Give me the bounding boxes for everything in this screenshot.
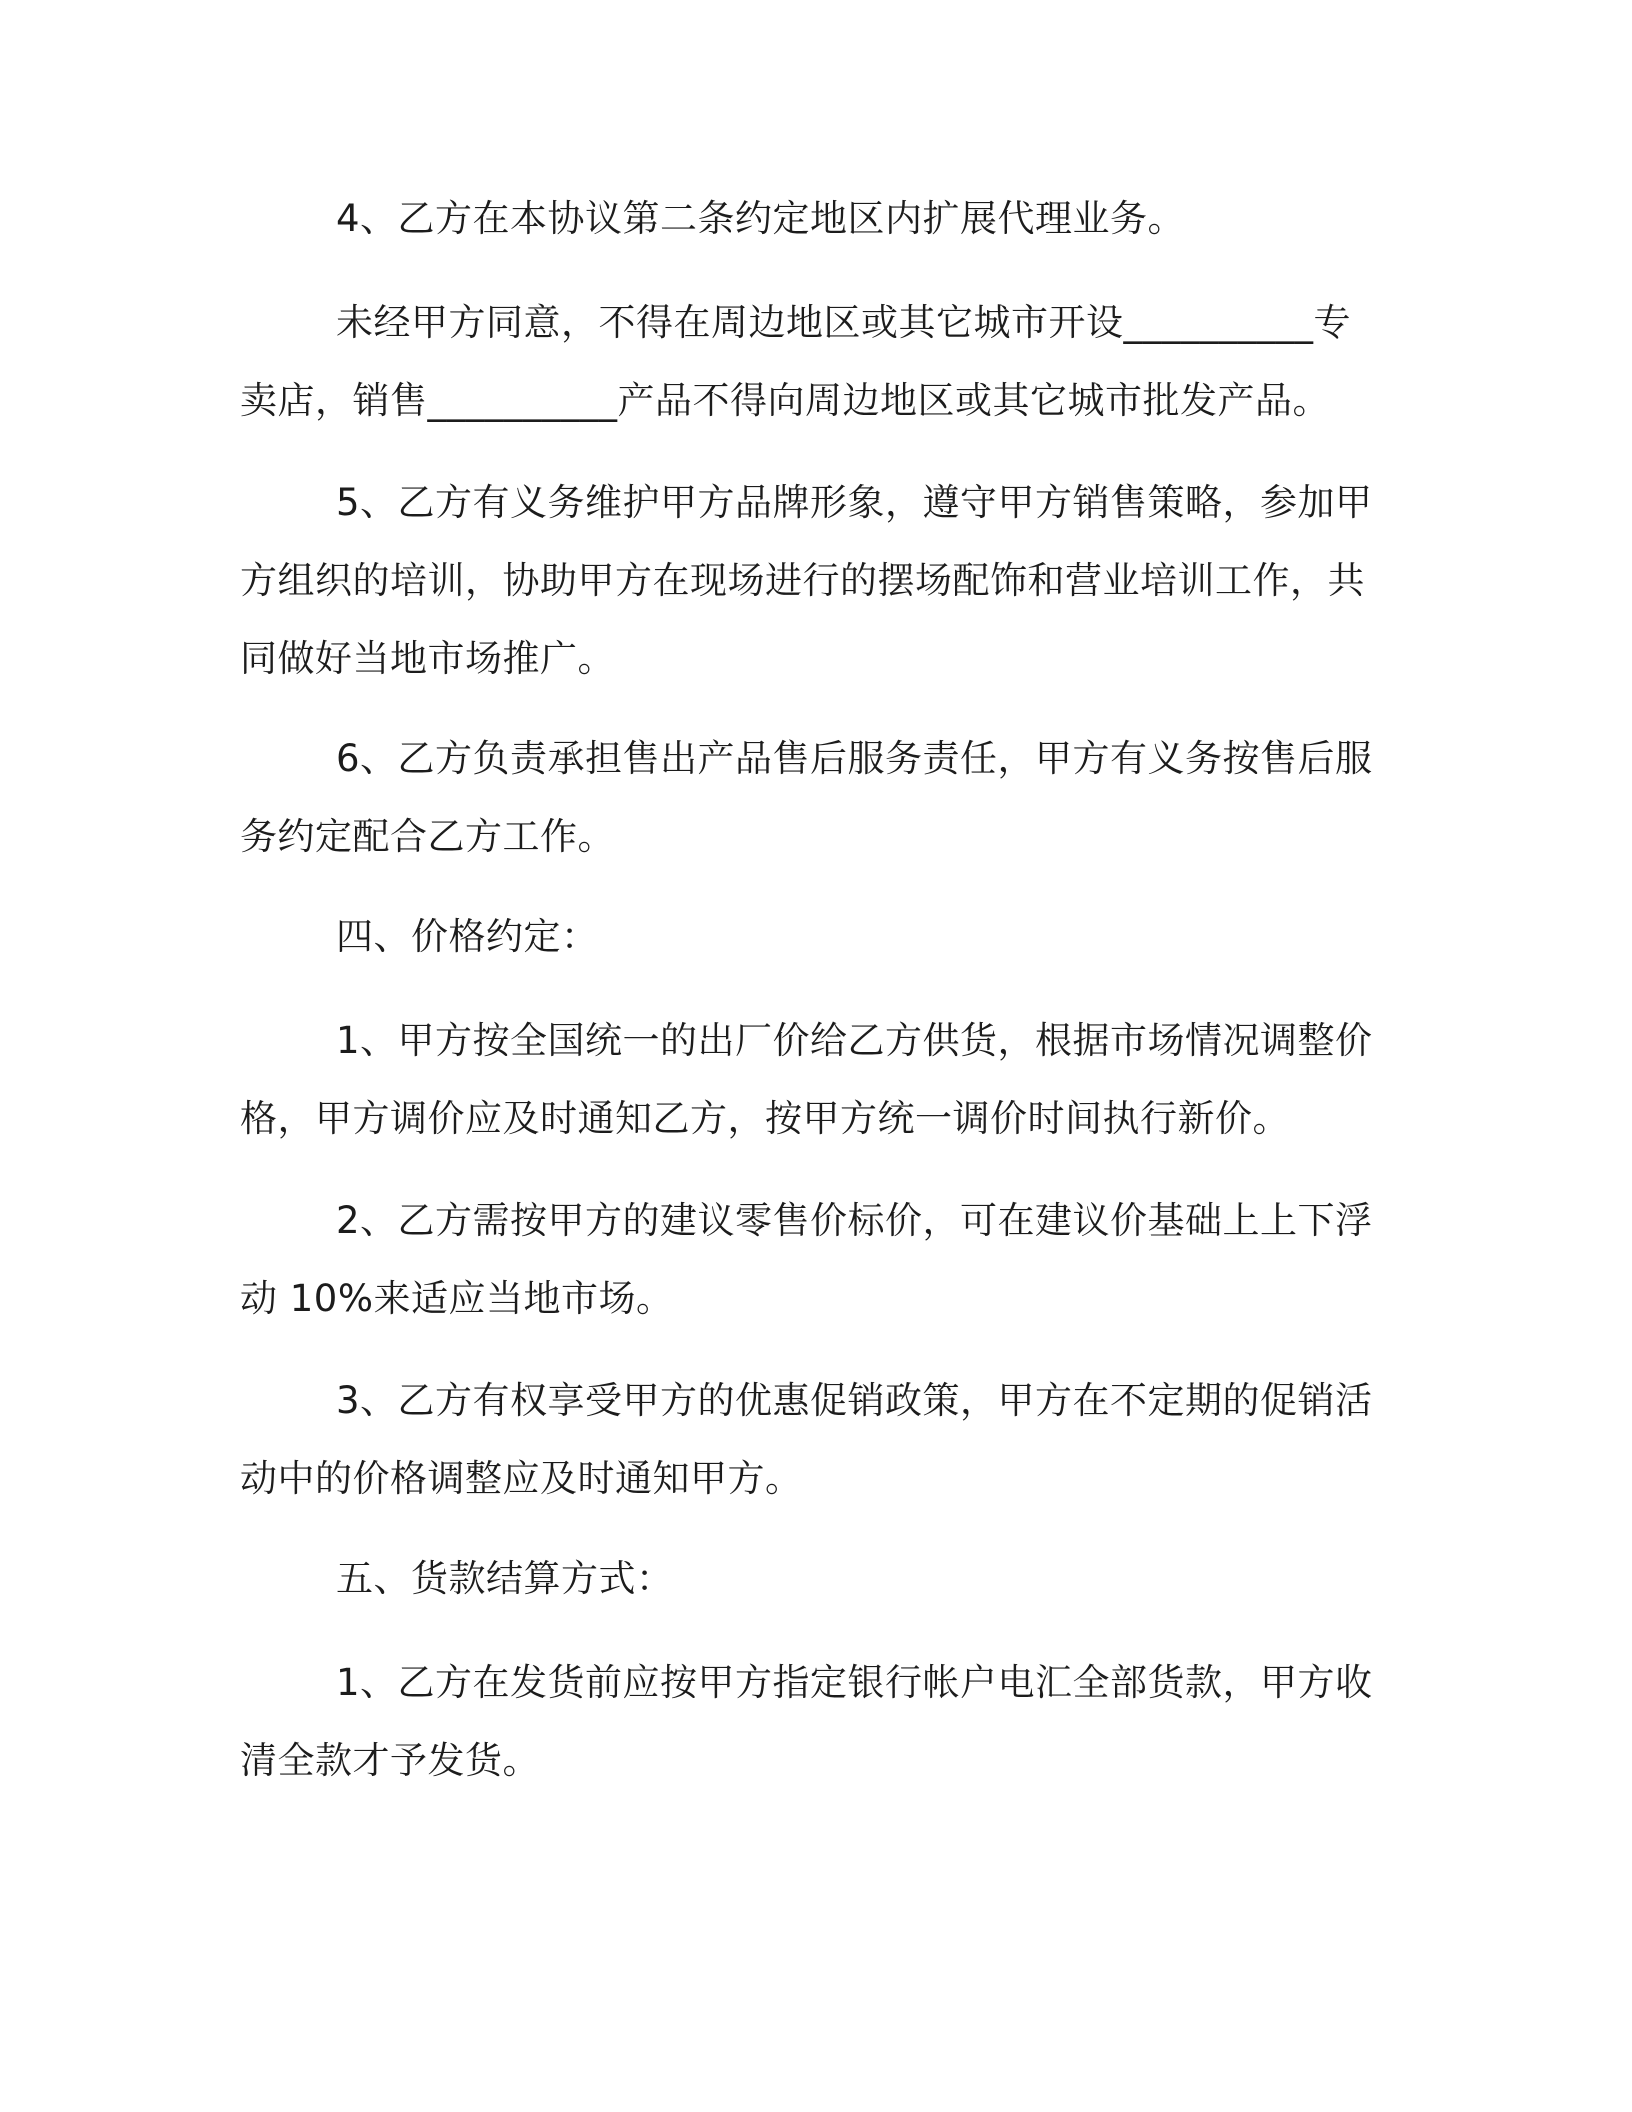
text-line: 务约定配合乙方工作。 xyxy=(240,815,615,858)
paragraph-pricing-2 xyxy=(240,1182,1373,1338)
paragraph-payment-1 xyxy=(240,1644,1373,1800)
text-line: 同做好当地市场推广。 xyxy=(240,637,615,680)
text-line: 3、乙方有权享受甲方的优惠促销政策，甲方在不定期的促销活 xyxy=(336,1379,1373,1422)
paragraph-4-expand-agency xyxy=(240,180,1358,258)
text-line: 1、甲方按全国统一的出厂价给乙方供货，根据市场情况调整价 xyxy=(336,1019,1373,1062)
text-line: 动中的价格调整应及时通知甲方。 xyxy=(240,1457,803,1500)
text-line: 未经甲方同意，不得在周边地区或其它城市开设__________专 xyxy=(336,301,1351,344)
paragraph-5-brand-image xyxy=(240,464,1373,698)
text-line: 格，甲方调价应及时通知乙方，按甲方统一调价时间执行新价。 xyxy=(240,1097,1290,1140)
paragraph-6-after-sales xyxy=(240,720,1373,876)
text-line: 5、乙方有义务维护甲方品牌形象，遵守甲方销售策略，参加甲 xyxy=(336,481,1373,524)
text-line: 4、乙方在本协议第二条约定地区内扩展代理业务。 xyxy=(336,197,1186,240)
section-heading-payment xyxy=(240,1540,1358,1618)
text-line: 清全款才予发货。 xyxy=(240,1739,540,1782)
paragraph-pricing-1 xyxy=(240,1002,1373,1158)
section-heading-pricing xyxy=(240,898,1358,976)
text-line: 卖店，销售__________产品不得向周边地区或其它城市批发产品。 xyxy=(240,379,1330,422)
text-line: 五、货款结算方式： xyxy=(336,1557,674,1600)
text-line: 动 10%来适应当地市场。 xyxy=(240,1277,674,1320)
text-line: 四、价格约定： xyxy=(336,915,599,958)
text-line: 1、乙方在发货前应按甲方指定银行帐户电汇全部货款，甲方收 xyxy=(336,1661,1373,1704)
paragraph-pricing-3 xyxy=(240,1362,1373,1518)
paragraph-no-other-stores xyxy=(240,284,1358,440)
text-line: 方组织的培训，协助甲方在现场进行的摆场配饰和营业培训工作，共 xyxy=(240,559,1365,602)
text-line: 2、乙方需按甲方的建议零售价标价，可在建议价基础上上下浮 xyxy=(336,1199,1373,1242)
text-line: 6、乙方负责承担售出产品售后服务责任，甲方有义务按售后服 xyxy=(336,737,1373,780)
